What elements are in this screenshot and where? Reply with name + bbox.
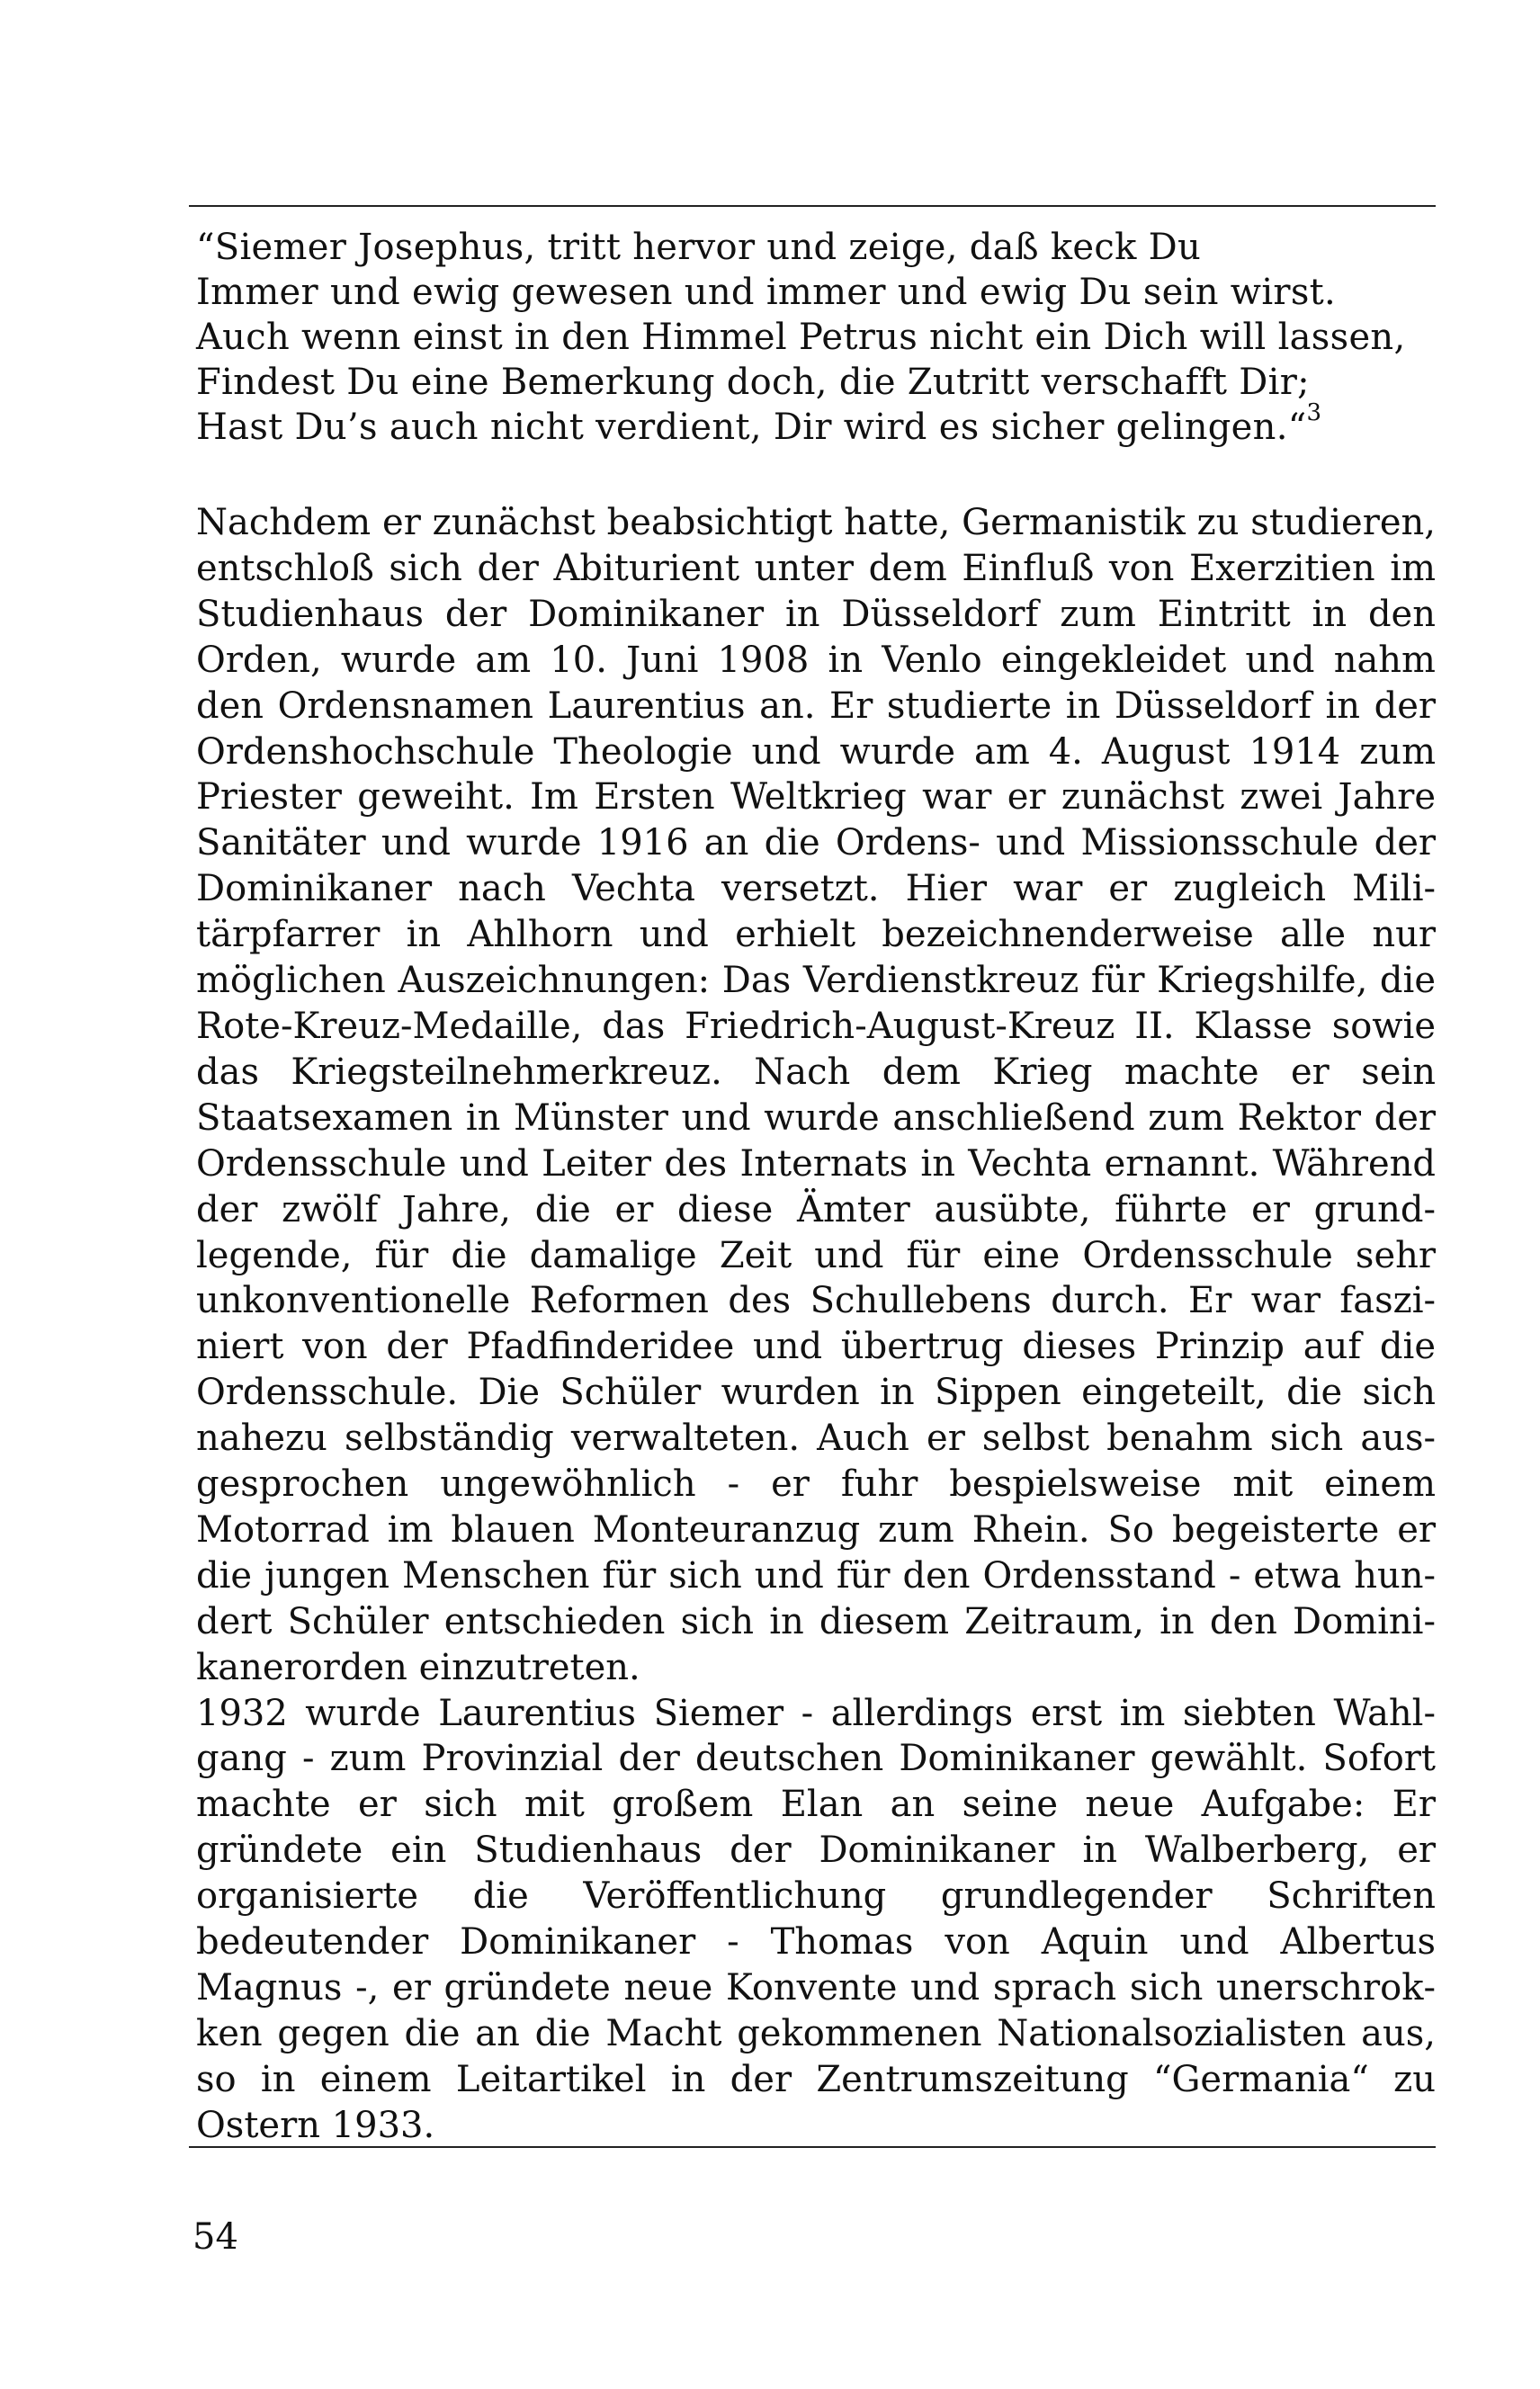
poem-line: Findest Du eine Bemerkung doch, die Zutritt verschafft Dir; [196, 362, 1310, 403]
paragraph: 1932 wurde Laurentius Siemer - allerdings erst im siebten Wahlgang - zum Provinzial der deutschen Dominikaner gewählt. Sofort machte er sich mit großem Elan an seine neue Aufgabe: Er gründete ein Studienhaus der Dominikaner in Walberberg, er organisierte die Veröffentlichung grundlegender Schriften bedeutender Dominikaner - Thomas von Aquin und Albertus Magnus -, er gründete neue Konvente und sprach sich unerschrokken gegen die an die Macht gekommenen Nationalsozialisten aus, so in einem Leitartikel in der Zentrumszeitung “Germania“ zu Ostern 1933. [196, 1692, 1436, 2146]
bottom-rule [189, 2146, 1436, 2148]
footnote-marker: 3 [1306, 399, 1322, 426]
poem-last-line [196, 399, 1436, 450]
top-rule [189, 205, 1436, 207]
page-number: 54 [192, 2216, 238, 2258]
paragraph: Nachdem er zunächst beabsichtigt hatte, Germanistik zu studieren, entschloß sich der Abiturient unter dem Einfluß von Exerzitien im Studienhaus der Dominikaner in Düsseldorf zum Eintritt in den Orden, wurde am 10. Juni 1908 in Venlo eingekleidet und nahm den Ordensnamen Laurentius an. Er studierte in Düsseldorf in der Ordenshochschule Theologie und wurde am 4. August 1914 zum Priester geweiht. Im Ersten Weltkrieg war er zunächst zwei Jahre Sanitäter und wurde 1916 an die Ordens- und Missionsschule der Dominikaner nach Vechta versetzt. Hier war er zugleich Militärpfarrer in Ahlhorn und erhielt bezeichnenderweise alle nur möglichen Auszeichnungen: Das Verdienstkreuz für Kriegshilfe, die Rote-Kreuz-Medaille, das Friedrich-August-Kreuz II. Klasse sowie das Kriegsteilnehmerkreuz. Nach dem Krieg machte er sein Staatsexamen in Münster und wurde anschließend zum Rektor der Ordensschule und Leiter des Internats in Vechta ernannt. Während der zwölf Jahre, die er diese Ämter ausübte, führte er grundlegende, für die damalige Zeit und für eine Ordensschule sehr unkonventionelle Reformen des Schullebens durch. Er war fasziniert von der Pfadfinderidee und übertrug dieses Prinzip auf die Ordensschule. Die Schüler wurden in Sippen eingeteilt, die sich nahezu selbständig verwalteten. Auch er selbst benahm sich ausgesprochen ungewöhnlich - er fuhr bespielsweise mit einem Motorrad im blauen Monteuranzug zum Rhein. So begeisterte er die jungen Menschen für sich und für den Ordensstand - etwa hundert Schüler entschieden sich in diesem Zeitraum, in den Dominikanerorden einzutreten. [196, 502, 1436, 1688]
poem-line: “Siemer Josephus, tritt hervor und zeige, daß keck Du [196, 227, 1202, 268]
poem-quote [196, 225, 1436, 450]
poem-line: Immer und ewig gewesen und immer und ewig Du sein wirst. [196, 272, 1337, 313]
poem-line: Auch wenn einst in den Himmel Petrus nicht ein Dich will lassen, [196, 317, 1406, 358]
poem-line-text: Hast Du’s auch nicht verdient, Dir wird es sicher gelingen.“ [196, 407, 1307, 448]
body-text [196, 500, 1436, 2149]
